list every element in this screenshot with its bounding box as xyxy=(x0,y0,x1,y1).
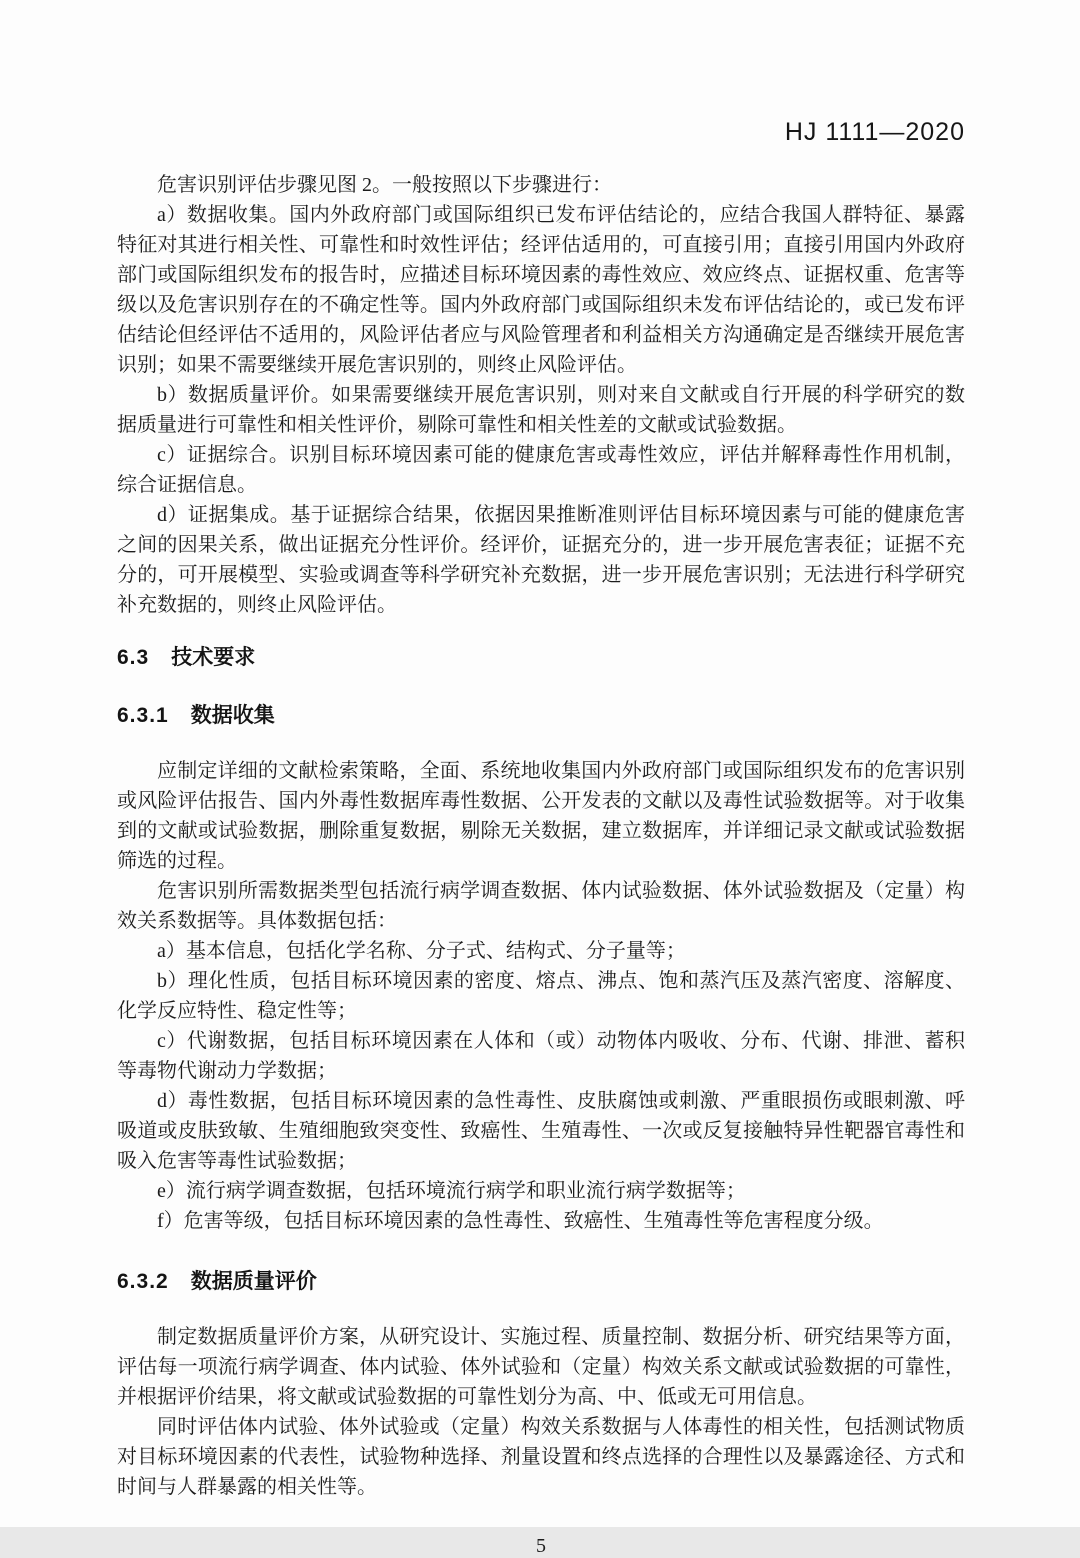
step-item-c: c）证据综合。识别目标环境因素可能的健康危害或毒性效应，评估并解释毒性作用机制，综合证据信息。 xyxy=(117,444,965,496)
list-item-a: a）基本信息，包括化学名称、分子式、结构式、分子量等； xyxy=(157,940,686,962)
section-heading-6-3-1 xyxy=(117,704,965,728)
list-item-e: e）流行病学调查数据，包括环境流行病学和职业流行病学数据等； xyxy=(157,1180,746,1202)
section-title: 技术要求 xyxy=(171,646,256,669)
section-heading-6-3-2 xyxy=(117,1270,965,1294)
paragraph: 危害识别所需数据类型包括流行病学调查数据、体内试验数据、体外试验数据及（定量）构效关系数据等。具体数据包括： xyxy=(117,880,965,932)
step-item-d: d）证据集成。基于证据综合结果，依据因果推断准则评估目标环境因素与可能的健康危害之间的因果关系，做出证据充分性评价。经评价，证据充分的，进一步开展危害表征；证据不充分的，可开展模型、实验或调查等科学研究补充数据，进一步开展危害识别；无法进行科学研究补充数据的，则终止风险评估。 xyxy=(117,504,965,616)
list-item-d: d）毒性数据，包括目标环境因素的急性毒性、皮肤腐蚀或刺激、严重眼损伤或眼刺激、呼吸道或皮肤致敏、生殖细胞致突变性、致癌性、生殖毒性、一次或反复接触特异性靶器官毒性和吸入危害等毒性试验数据； xyxy=(117,1090,965,1172)
list-item-c: c）代谢数据，包括目标环境因素在人体和（或）动物体内吸收、分布、代谢、排泄、蓄积等毒物代谢动力学数据； xyxy=(117,1030,965,1082)
page-number: 5 xyxy=(536,1535,546,1557)
paragraph: 应制定详细的文献检索策略，全面、系统地收集国内外政府部门或国际组织发布的危害识别或风险评估报告、国内外毒性数据库毒性数据、公开发表的文献以及毒性试验数据等。对于收集到的文献或试验数据，删除重复数据，剔除无关数据，建立数据库，并详细记录文献或试验数据筛选的过程。 xyxy=(117,760,965,872)
intro-paragraph: 危害识别评估步骤见图 2。一般按照以下步骤进行： xyxy=(157,174,612,196)
document-body xyxy=(117,170,965,1502)
page-header xyxy=(117,118,965,146)
standard-number: HJ 1111—2020 xyxy=(784,118,965,146)
section-heading-6-3 xyxy=(117,646,965,670)
section-title: 数据收集 xyxy=(190,704,275,727)
step-item-a: a）数据收集。国内外政府部门或国际组织已发布评估结论的，应结合我国人群特征、暴露特征对其进行相关性、可靠性和时效性评估；经评估适用的，可直接引用；直接引用国内外政府部门或国际组织发布的报告时，应描述目标环境因素的毒性效应、效应终点、证据权重、危害等级以及危害识别存在的不确定性等。国内外政府部门或国际组织未发布评估结论的，或已发布评估结论但经评估不适用的，风险评估者应与风险管理者和利益相关方沟通确定是否继续开展危害识别；如果不需要继续开展危害识别的，则终止风险评估。 xyxy=(117,204,965,376)
step-item-b: b）数据质量评价。如果需要继续开展危害识别，则对来自文献或自行开展的科学研究的数据质量进行可靠性和相关性评价，剔除可靠性和相关性差的文献或试验数据。 xyxy=(117,384,965,436)
section-number: 6.3 xyxy=(117,646,150,669)
section-number: 6.3.1 xyxy=(117,704,169,727)
paragraph: 制定数据质量评价方案，从研究设计、实施过程、质量控制、数据分析、研究结果等方面，评估每一项流行病学调查、体内试验、体外试验和（定量）构效关系文献或试验数据的可靠性，并根据评价结果，将文献或试验数据的可靠性划分为高、中、低或无可用信息。 xyxy=(117,1326,965,1408)
section-number: 6.3.2 xyxy=(117,1270,169,1293)
list-item-f: f）危害等级，包括目标环境因素的急性毒性、致癌性、生殖毒性等危害程度分级。 xyxy=(157,1210,884,1232)
section-title: 数据质量评价 xyxy=(190,1270,317,1293)
list-item-b: b）理化性质，包括目标环境因素的密度、熔点、沸点、饱和蒸汽压及蒸汽密度、溶解度、化学反应特性、稳定性等； xyxy=(117,970,965,1022)
paragraph: 同时评估体内试验、体外试验或（定量）构效关系数据与人体毒性的相关性，包括测试物质对目标环境因素的代表性，试验物种选择、剂量设置和终点选择的合理性以及暴露途径、方式和时间与人群暴露的相关性等。 xyxy=(117,1416,965,1498)
page-footer xyxy=(117,1534,965,1558)
